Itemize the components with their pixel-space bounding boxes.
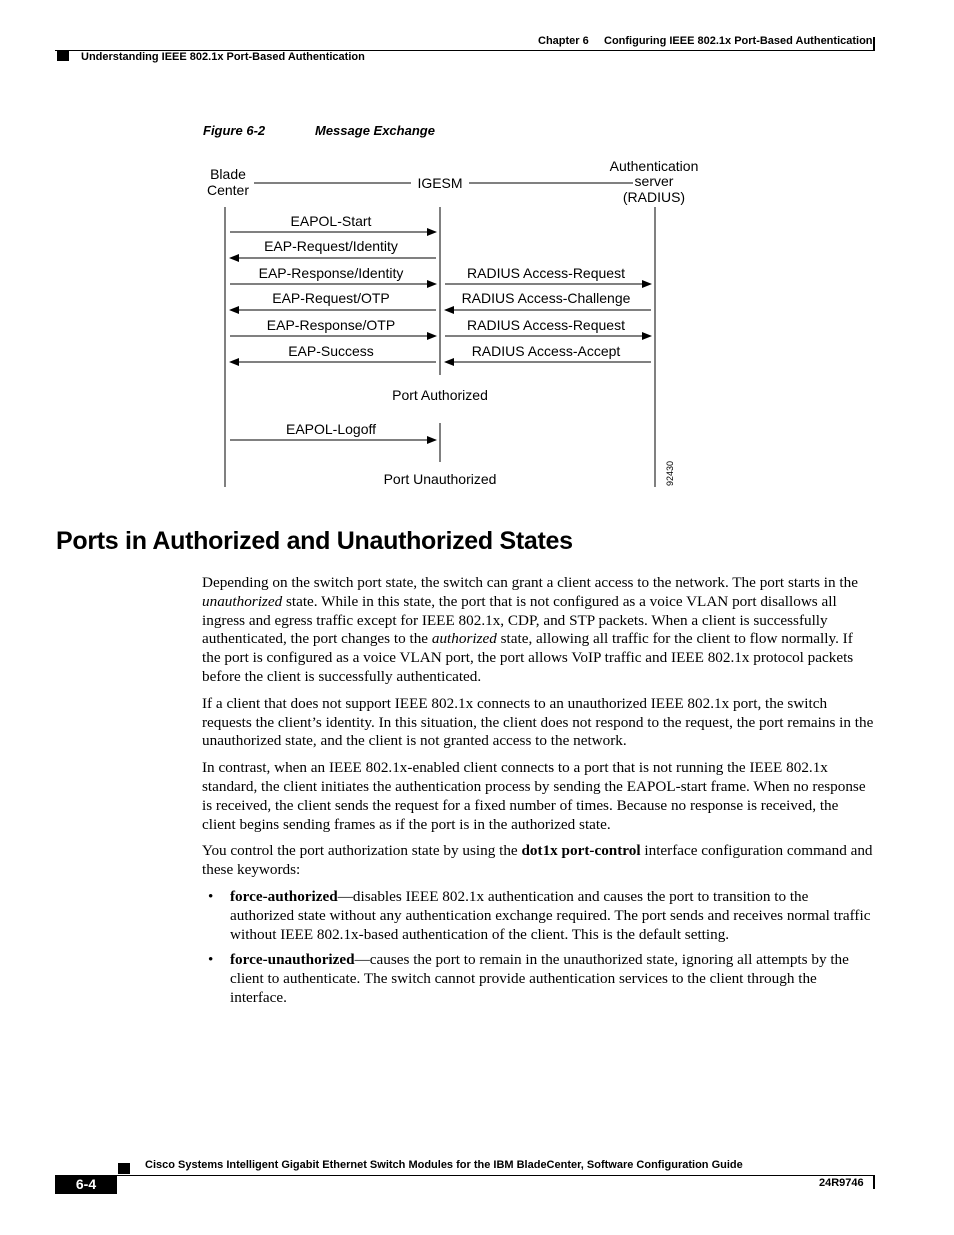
header-chapter: Chapter 6 xyxy=(538,35,589,47)
footer-square-icon xyxy=(118,1163,130,1174)
figure-number: Figure 6-2 xyxy=(203,123,266,138)
msg-radius-access-accept: RADIUS Access-Accept xyxy=(471,343,621,359)
msg-radius-access-request-2: RADIUS Access-Request xyxy=(467,317,625,333)
page-number: 6-4 xyxy=(55,1175,117,1194)
keyword-description: —causes the port to remain in the unauthorized state, ignoring all attempts by the client to authenticate. The switch cannot provide authentication services to the client through the interface. xyxy=(230,951,849,1006)
paragraph-1-part-a: Depending on the switch port state, the switch can grant a client access to the network. The port starts in the xyxy=(202,574,858,591)
keyword-list xyxy=(202,888,874,1008)
msg-radius-access-request-1: RADIUS Access-Request xyxy=(467,265,625,281)
igesm-label: IGESM xyxy=(417,175,463,191)
paragraph-3: In contrast, when an IEEE 802.1x-enabled client connects to a port that is not running the IEEE 802.1x standard, the client initiates the authentication process by sending the EAPOL-start frame. When no response is received, the client sends the request for a fixed number of times. Because no response is received, the client begins sending frames as if the port is in the authorized state. xyxy=(202,759,866,833)
state-port-authorized: Port Authorized xyxy=(392,387,488,403)
paragraph-4-part-a: You control the port authorization state by using the xyxy=(202,842,522,860)
footer-title: Cisco Systems Intelligent Gigabit Ethernet Switch Modules for the IBM BladeCenter, Software Configuration Guide xyxy=(145,1159,743,1171)
blade-label-1: Blade xyxy=(210,166,246,182)
list-item xyxy=(202,888,874,944)
term-unauthorized: unauthorized xyxy=(202,592,283,610)
msg-eap-request-otp: EAP-Request/OTP xyxy=(272,290,390,306)
bullet-icon: • xyxy=(208,887,214,905)
list-item xyxy=(202,951,874,1007)
paragraph-1-part-b: state. While in this state, the port that is not configured as a voice VLAN port disallows all ingress and egress traffic except for IEEE 802.1x, CDP, and STP packets. When a client is successfully authenticated, the port changes to the xyxy=(202,592,837,648)
header-chapter-title: Configuring IEEE 802.1x Port-Based Authentication xyxy=(604,35,873,47)
paragraph-1 xyxy=(202,574,874,687)
footer-rule xyxy=(55,1175,875,1176)
paragraph-4 xyxy=(202,842,874,880)
doc-number: 24R9746 xyxy=(819,1177,864,1189)
section-heading: Ports in Authorized and Unauthorized States xyxy=(56,527,573,555)
message-exchange-diagram xyxy=(0,0,954,500)
footer-vertical-rule xyxy=(873,1175,875,1189)
keyword-force-unauthorized: force-unauthorized xyxy=(230,951,355,969)
section-body xyxy=(202,574,874,1015)
blade-label-2: Center xyxy=(206,182,250,198)
msg-eapol-start: EAPOL-Start xyxy=(290,213,372,229)
msg-eap-request-identity: EAP-Request/Identity xyxy=(264,238,398,254)
state-port-unauthorized: Port Unauthorized xyxy=(383,471,497,487)
msg-eapol-logoff: EAPOL-Logoff xyxy=(285,421,377,437)
keyword-description: —disables IEEE 802.1x authentication and causes the port to transition to the authorized state without any authentication exchange required. The port sends and receives normal traffic without IEEE 802.1x-based authentication of the client. This is the default setting. xyxy=(230,887,871,943)
server-label-2: server xyxy=(634,173,674,189)
figure-id: 92430 xyxy=(665,460,675,486)
msg-eap-response-identity: EAP-Response/Identity xyxy=(258,265,404,281)
term-authorized: authorized xyxy=(431,630,497,648)
msg-eap-success: EAP-Success xyxy=(288,343,374,359)
command-dot1x-port-control: dot1x port-control xyxy=(521,842,641,860)
server-label-3: (RADIUS) xyxy=(622,189,686,205)
msg-radius-access-challenge: RADIUS Access-Challenge xyxy=(461,290,631,306)
msg-eap-response-otp: EAP-Response/OTP xyxy=(266,317,396,333)
header-section-title: Understanding IEEE 802.1x Port-Based Authentication xyxy=(81,51,365,63)
paragraph-2: If a client that does not support IEEE 802.1x connects to an unauthorized IEEE 802.1x port, the switch requests the client’s identity. In this situation, the client does not respond to the request, the port remains in the unauthorized state, and the client is not granted access to the network. xyxy=(202,694,874,750)
bullet-icon: • xyxy=(208,951,214,969)
paragraph-1-part-c: state, allowing all traffic for the client to flow normally. If the port is configured as a voice VLAN port, the port allows VoIP traffic and IEEE 802.1x protocol packets before the client is successfully authenticated. xyxy=(202,630,854,685)
figure-title: Message Exchange xyxy=(315,123,435,138)
paragraph-4-part-b: interface configuration command and these keywords: xyxy=(202,842,873,879)
keyword-force-authorized: force-authorized xyxy=(230,887,338,905)
server-label-1: Authentication xyxy=(609,158,699,174)
